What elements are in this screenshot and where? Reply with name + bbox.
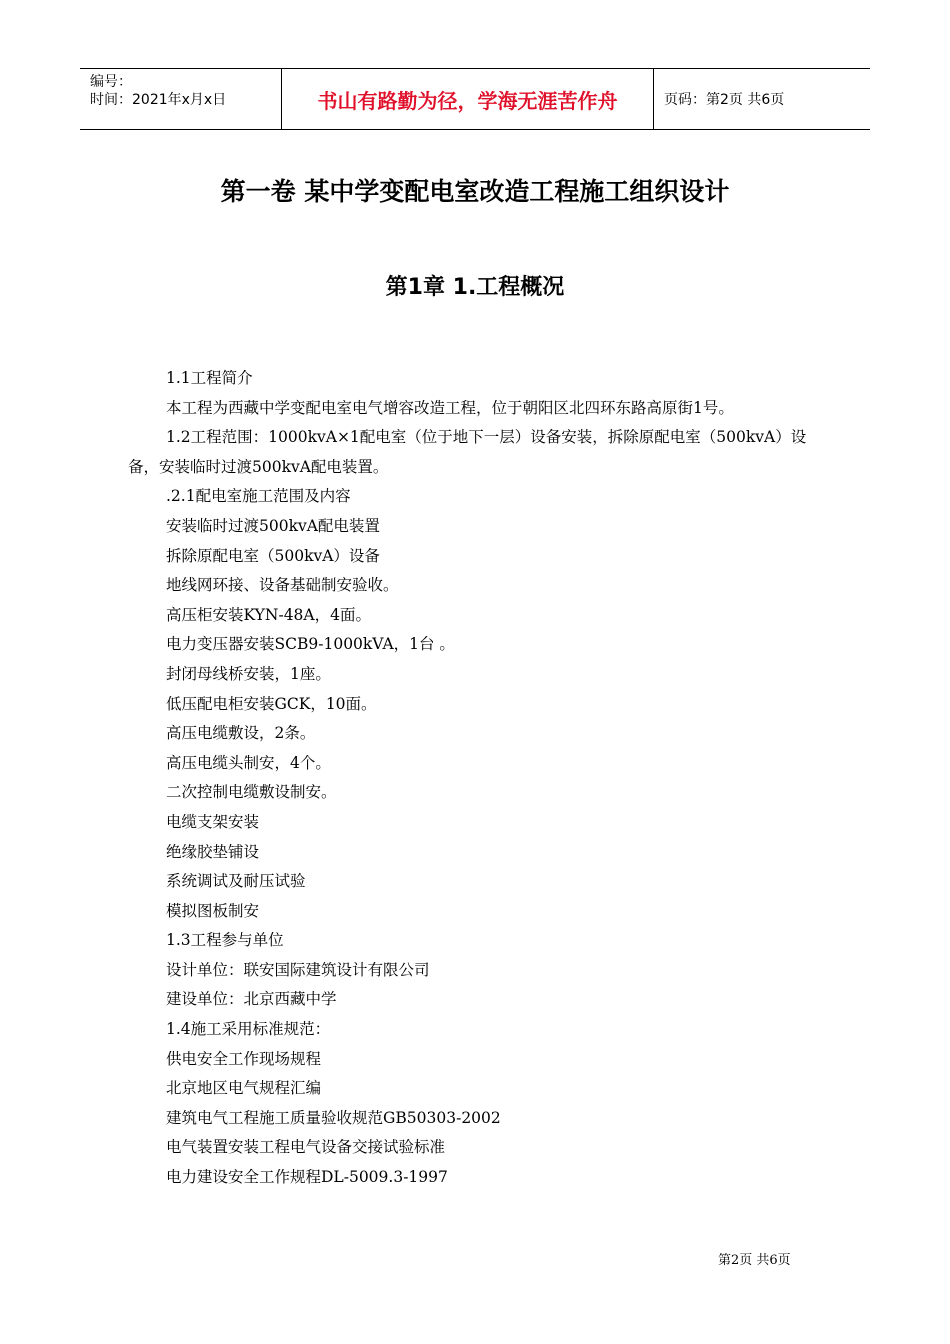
paragraph: 系统调试及耐压试验	[166, 872, 306, 891]
paragraph: 低压配电柜安装GCK，10面。	[166, 694, 377, 713]
paragraph: 建筑电气工程施工质量验收规范GB50303-2002	[166, 1108, 501, 1127]
paragraph: 建设单位：北京西藏中学	[166, 990, 337, 1009]
paragraph: 封闭母线桥安装，1座。	[166, 664, 331, 683]
paragraph: 高压电缆敷设，2条。	[166, 724, 316, 743]
paragraph: 供电安全工作现场规程	[166, 1049, 322, 1068]
paragraph: 电气装置安装工程电气设备交接试验标准	[166, 1138, 446, 1157]
header-meta-cell	[80, 69, 282, 129]
paragraph: 拆除原配电室（500kvA）设备	[166, 546, 380, 565]
paragraph: 本工程为西藏中学变配电室电气增容改造工程，位于朝阳区北四环东路高原街1号。	[166, 398, 734, 417]
paragraph: 1.4施工采用标准规范：	[166, 1020, 331, 1039]
paragraph: 二次控制电缆敷设制安。	[166, 783, 337, 802]
volume-title: 第一卷 某中学变配电室改造工程施工组织设计	[220, 177, 730, 206]
paragraph: 绝缘胶垫铺设	[166, 842, 260, 861]
chapter-title: 第1章 1.工程概况	[385, 275, 565, 300]
paragraph: 模拟图板制安	[166, 901, 260, 920]
page-header	[80, 68, 870, 130]
paragraph: 设计单位：联安国际建筑设计有限公司	[166, 960, 430, 979]
paragraph: 1.1工程简介	[166, 369, 253, 387]
paragraph: 高压电缆头制安，4个。	[166, 753, 331, 772]
paragraph: 地线网环接、设备基础制安验收。	[166, 576, 399, 595]
document-time-label: 时间：2021年x月x日	[90, 92, 227, 108]
header-motto-cell	[282, 69, 654, 129]
paragraph: .2.1配电室施工范围及内容	[166, 487, 351, 506]
document-body	[128, 364, 828, 1193]
paragraph: 北京地区电气规程汇编	[166, 1079, 322, 1098]
page-footer: 第2页 共6页	[718, 1253, 791, 1268]
paragraph: 高压柜安装KYN-48A，4面。	[166, 605, 371, 624]
paragraph: 电缆支架安装	[166, 812, 260, 831]
document-number-label: 编号：	[90, 74, 132, 90]
paragraph: 1.3工程参与单位	[166, 931, 284, 950]
paragraph: 电力建设安全工作规程DL-5009.3-1997	[166, 1168, 448, 1187]
header-page-cell	[654, 69, 870, 129]
paragraph: 1.2工程范围：1000kvA×1配电室（位于地下一层）设备安装，拆除原配电室（500kvA）设备，安装临时过渡500kvA配电装置。	[128, 428, 807, 476]
header-motto: 书山有路勤为径，学海无涯苦作舟	[317, 88, 618, 113]
paragraph: 电力变压器安装SCB9-1000kVA，1台 。	[166, 635, 455, 654]
header-page-number: 页码：第2页 共6页	[664, 92, 785, 108]
paragraph: 安装临时过渡500kvA配电装置	[166, 516, 380, 535]
